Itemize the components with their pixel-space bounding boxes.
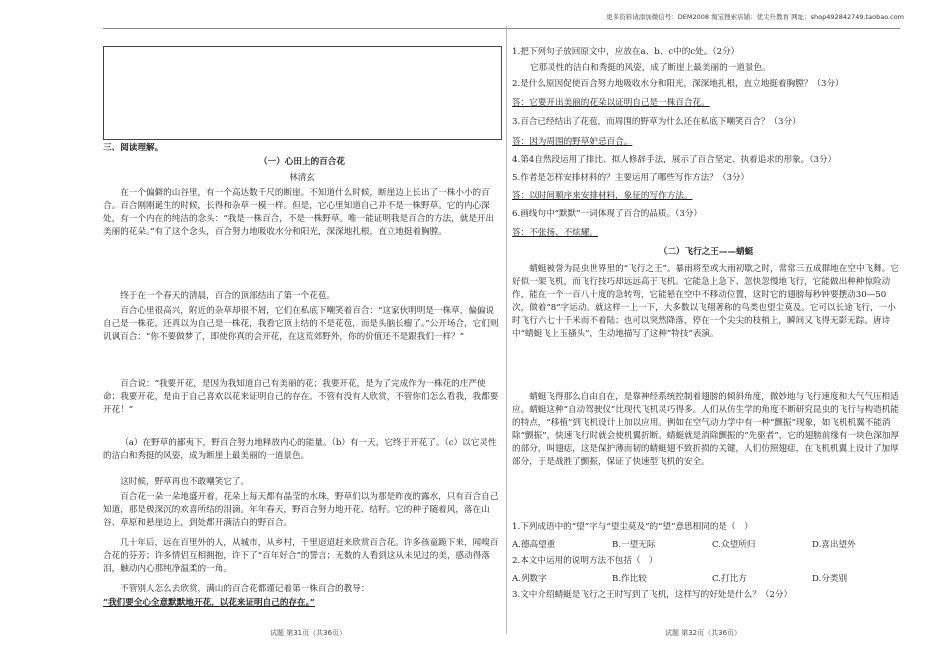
question-9: 3.文中介绍蜻蜓是飞行之王时写到了飞机，这样写的好处是什么？（2分） — [512, 590, 793, 600]
question-8: 2.本文中运用的说明方法不包括（ ） — [512, 556, 658, 566]
paragraph-5: （a）在野草的鄙夷下，野百合努力地释放内心的能量。（b）有一天，它终于开花了。（c）以它灵性的洁白和秀挺的风姿，成为断崖上最美丽的一道景色。 — [103, 438, 497, 461]
passage2-title: （二）飞行之王——蜻蜓 — [658, 247, 754, 257]
header-note: 更多资料请添加微信号：DEM2008 淘宝搜索店铺：优尖升教育 网址：shop492842749.taobao.com — [606, 13, 904, 21]
paragraph-7: 百合花一朵一朵地盛开着，花朵上每天都有晶莹的水珠，野草们以为那是昨夜的露水，只有百合自己知道，那是极深沉的欢喜所结的泪滴。年年春天，野百合努力地开花、结籽。它的种子随着风，落在山谷、草原和悬崖边上，到处都开满洁白的野百合。 — [103, 492, 499, 528]
option-7d: D.喜出望外 — [812, 540, 856, 550]
option-8a: A.列数字 — [512, 574, 547, 584]
passage1-author: 林清玄 — [289, 173, 315, 183]
option-8c: C.打比方 — [712, 574, 747, 584]
header-rule — [103, 28, 900, 29]
paragraph-9: 不管别人怎么去欣赏，满山的百合花都谨记着第一株百合的教导： — [120, 584, 370, 594]
passage1-title: （一）心田上的百合花 — [259, 157, 345, 167]
footer-right: 试题 第32页（共36页） — [665, 629, 742, 637]
answer-3: 答：因为周围的野草妒忌百合。 — [512, 137, 633, 147]
question-6: 6.画线句中“默默”一词体现了百合的品质。（3分） — [512, 209, 703, 219]
question-5: 5.作者是怎样安排材料的？主要运用了哪些写作方法？（3分） — [512, 173, 750, 183]
paragraph-3: 百合心里很高兴，附近的杂草却很不屑，它们在私底下嘲笑着百合：“这家伙明明是一株草，偏偏说自己是一株花，还真以为自己是一株花，我看它顶上结的不是花苞，而是头脑长瘤了。”公开场合，它们则讥讽百合：“你不要做梦了，即使你真的会开花，在这荒郊野外，你的价值还不是跟我们一样？” — [103, 306, 499, 342]
passage2-paragraph-2: 蜻蜓飞得那么自由自在，是靠神经系统控制着翅膀的倾斜角度，微妙地与飞行速度和大气气压相适应。蜻蜓这种“自动驾驶仪”比现代飞机灵巧得多。人们从仿生学的角度不断研究昆虫的飞行与构造机能的特点，“移植”到飞机设计上加以应用。例如在空气动力学中有一种“颤振”现象，如飞机机翼不能消除“颤振”，快速飞行时就会使机翼折断。蜻蜓就是消除颤振的“先驱者”，它的翅膀前缘有一块色深加厚的部分，叫翅痣，这是保护薄而韧的蜻蜓翅不致折损的关键，人们仿照翅痣，在飞机机翼上设计了加厚部分，于是战胜了颤振，保证了快速型飞机的安全。 — [512, 392, 900, 467]
question-4: 4.第4自然段运用了排比、拟人修辞手法，展示了百合坚定、执着追求的形象。（3分） — [512, 155, 837, 165]
option-8d: D.分类别 — [812, 574, 848, 584]
answer-2: 答：它要开出美丽的花朵以证明自己是一株百合花。 — [512, 98, 710, 108]
answer-6: 答：不张扬、不炫耀。 — [512, 228, 598, 238]
paragraph-8: 几十年后，远在百里外的人，从城市，从乡村，千里迢迢赶来欣赏百合花。许多孩童跪下来，闻嗅百合花的芬芳；许多情侣互相拥抱，许下了“百年好合”的誓言；无数的人看到这从未见过的美，感动得落泪，触动内心那纯净温柔的一角。 — [103, 538, 499, 574]
option-7a: A.德高望重 — [512, 540, 556, 550]
paragraph-1: 在一个偏僻的山谷里，有一个高达数千尺的断崖。不知道什么时候，断崖边上长出了一株小小的百合。百合刚刚诞生的时候，长得和杂草一模一样。但是，它心里知道自己并不是一株野草。它的内心深处，有一个内在的纯洁的念头：“我是一株百合，不是一株野草。唯一能证明我是百合的方法，就是开出美丽的花朵。”有了这个念头，百合努力地吸收水分和阳光，深深地扎根，直立地挺着胸膛。 — [103, 188, 495, 237]
option-7b: B.一望无际 — [612, 540, 656, 550]
option-8b: B.作比较 — [612, 574, 647, 584]
question-1-sentence: 它那灵性的洁白和秀挺的风姿，成了断崖上最美丽的一道景色。 — [530, 63, 771, 73]
paragraph-2: 终于在一个春天的清晨，百合的顶部结出了第一个花苞。 — [120, 291, 336, 301]
option-7c: C.众望所归 — [712, 540, 756, 550]
quote-line: “我们要全心全意默默地开花，以花来证明自己的存在。” — [103, 598, 315, 608]
paragraph-4: 百合说：“我要开花，是因为我知道自己有美丽的花；我要开花，是为了完成作为一株花的庄严使命；我要开花，是由于自己喜欢以花来证明自己的存在。不管有没有人欣赏，不管你们怎么看我，我都要开花！” — [103, 379, 499, 415]
passage2-paragraph-1: 蜻蜓被誉为昆虫世界里的“飞行之王”。暴雨将至或大雨初歇之时，常常三五成群地在空中飞舞。它好似一架飞机，而飞行技巧却远远高于飞机。它能急上急下、忽快忽慢地飞行，它能做出种种惊险动作，能在一个一百八十度的急转弯，它能悬在空中不移动位置，这时它的翅膀每秒钟要摆动30—50次，做着“8”字运动。就这样一上一下，大多数以飞翔著称的鸟类也望尘莫及。它可以长途飞行，一小时飞行六七十千米而不着陆；也可以突然降落，停在一个尖尖的枝梢上，瞬间又飞得无影无踪。唐诗中“蜻蜓飞上玉搔头”，生动地描写了这种“特技”表演。 — [512, 264, 899, 339]
question-3: 3.百合已经结出了花苞，而周围的野草为什么还在私底下嘲笑百合？（3分） — [512, 117, 801, 127]
answer-5: 答：以时间顺序来安排材料，象征的写作方法。 — [512, 191, 693, 201]
question-7: 1.下列成语中的“望”字与“望尘莫及”的“望”意思相同的是（ ） — [512, 522, 753, 532]
paragraph-6: 这时候，野草再也不敢嘲笑它了。 — [120, 477, 250, 487]
footer-left: 试题 第31页（共36页） — [270, 629, 347, 637]
question-2: 2.是什么原因促使百合努力地吸收水分和阳光，深深地扎根，直立地挺着胸膛？（3分） — [512, 79, 844, 89]
question-1: 1.把下列句子放回原文中，应放在a、b、c中的c处。（2分） — [512, 47, 740, 57]
section-heading: 三、阅读理解。 — [103, 143, 164, 153]
column-divider — [506, 26, 507, 634]
writing-box — [103, 46, 502, 140]
